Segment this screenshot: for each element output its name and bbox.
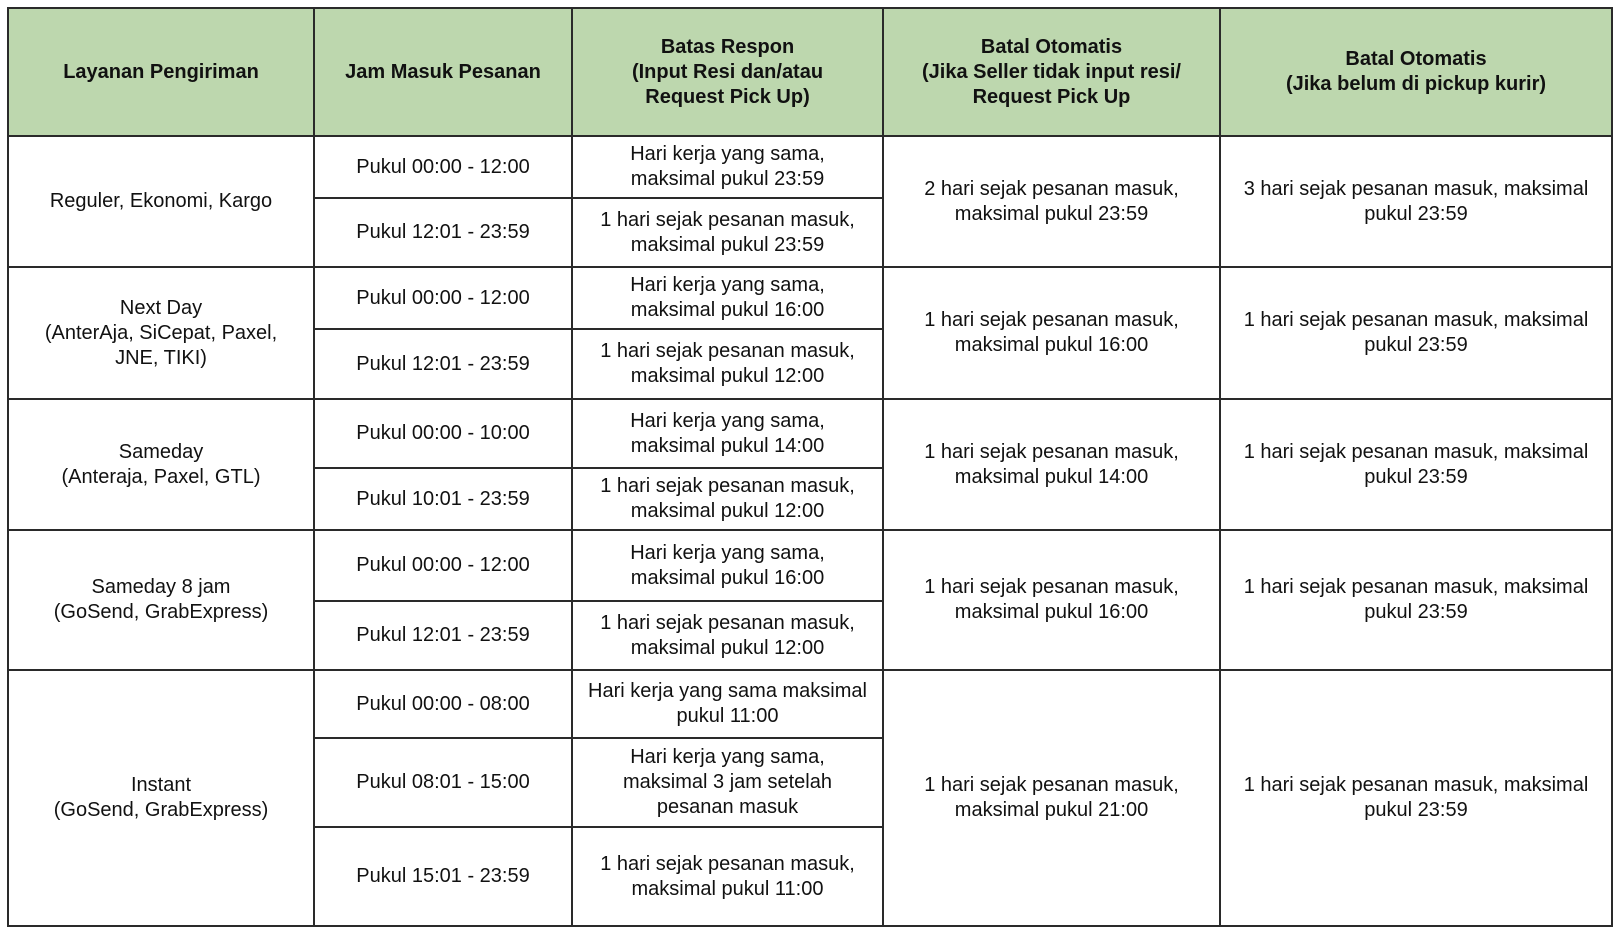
order-time-cell: Pukul 00:00 - 12:00	[314, 530, 572, 601]
order-time-cell: Pukul 12:01 - 23:59	[314, 329, 572, 399]
text-line: Sameday 8 jam	[91, 576, 231, 598]
service-cell	[8, 670, 314, 926]
text-line: maksimal pukul 16:00	[954, 334, 1149, 356]
auto-cancel-no-resi-cell	[883, 530, 1220, 670]
response-limit-cell	[572, 601, 883, 670]
auto-cancel-no-pickup-cell	[1220, 399, 1612, 530]
text-line: Request Pick Up	[972, 85, 1131, 108]
response-limit-cell	[572, 399, 883, 468]
text-line: maksimal pukul 16:00	[630, 299, 825, 321]
header-auto-cancel-no-pickup	[1220, 8, 1612, 136]
response-limit-cell	[572, 530, 883, 601]
text-line: (Jika Seller tidak input resi/	[922, 60, 1181, 83]
header-auto-cancel-no-resi	[883, 8, 1220, 136]
order-time-cell: Pukul 00:00 - 12:00	[314, 136, 572, 198]
text-line: maksimal 3 jam setelah	[623, 771, 832, 793]
auto-cancel-no-resi-cell	[883, 399, 1220, 530]
text-line: 1 hari sejak pesanan masuk, maksimal	[1243, 309, 1589, 331]
order-time-cell: Pukul 00:00 - 10:00	[314, 399, 572, 468]
response-limit-cell	[572, 329, 883, 399]
text-line: maksimal pukul 12:00	[630, 636, 825, 659]
text-line: Instant	[130, 774, 192, 796]
text-line: maksimal pukul 23:59	[630, 233, 825, 256]
text-line: maksimal pukul 21:00	[954, 799, 1149, 821]
header-service: Layanan Pengiriman	[8, 8, 314, 136]
text-line: (GoSend, GrabExpress)	[53, 601, 269, 623]
text-line: pukul 23:59	[1364, 334, 1468, 356]
text-line: Hari kerja yang sama,	[630, 274, 825, 296]
order-time-cell: Pukul 12:01 - 23:59	[314, 198, 572, 267]
text-line: 2 hari sejak pesanan masuk,	[924, 177, 1179, 200]
response-limit-cell	[572, 827, 883, 926]
auto-cancel-no-pickup-cell	[1220, 267, 1612, 399]
text-line: (Anteraja, Paxel, GTL)	[61, 465, 261, 488]
text-line: Hari kerja yang sama,	[630, 541, 825, 564]
text-line: (GoSend, GrabExpress)	[53, 799, 269, 821]
text-line: Hari kerja yang sama maksimal	[588, 680, 867, 702]
text-line: 1 hari sejak pesanan masuk,	[924, 309, 1179, 331]
text-line: 1 hari sejak pesanan masuk,	[924, 440, 1179, 463]
service-cell	[8, 267, 314, 399]
order-time-cell: Pukul 00:00 - 08:00	[314, 670, 572, 738]
table-row	[8, 670, 1612, 738]
text-line: 3 hari sejak pesanan masuk, maksimal	[1243, 177, 1589, 200]
text-line: Reguler, Ekonomi, Kargo	[49, 190, 273, 212]
text-line: 1 hari sejak pesanan masuk,	[600, 852, 855, 875]
text-line: Hari kerja yang sama,	[630, 746, 825, 768]
response-limit-cell	[572, 136, 883, 198]
text-line: Batas Respon	[660, 35, 795, 58]
header-order-time: Jam Masuk Pesanan	[314, 8, 572, 136]
service-cell	[8, 399, 314, 530]
text-line: 1 hari sejak pesanan masuk,	[600, 340, 855, 362]
text-line: pukul 23:59	[1364, 202, 1468, 225]
auto-cancel-no-resi-cell	[883, 670, 1220, 926]
response-limit-cell	[572, 198, 883, 267]
text-line: Batal Otomatis	[1345, 48, 1487, 70]
text-line: Batal Otomatis	[980, 35, 1123, 58]
auto-cancel-no-pickup-cell	[1220, 136, 1612, 267]
text-line: Hari kerja yang sama,	[630, 143, 825, 165]
order-time-cell: Pukul 08:01 - 15:00	[314, 738, 572, 827]
text-line: Hari kerja yang sama,	[630, 409, 825, 432]
service-cell	[8, 530, 314, 670]
auto-cancel-no-pickup-cell	[1220, 670, 1612, 926]
text-line: 1 hari sejak pesanan masuk,	[600, 611, 855, 634]
table-row	[8, 136, 1612, 198]
text-line: pukul 11:00	[676, 705, 779, 727]
response-limit-cell	[572, 267, 883, 329]
order-time-cell: Pukul 15:01 - 23:59	[314, 827, 572, 926]
order-time-cell: Pukul 10:01 - 23:59	[314, 468, 572, 530]
response-limit-cell	[572, 670, 883, 738]
table-row	[8, 530, 1612, 601]
text-line: pukul 23:59	[1364, 601, 1468, 623]
text-line: maksimal pukul 23:59	[630, 168, 825, 190]
text-line: 1 hari sejak pesanan masuk,	[924, 774, 1179, 796]
order-time-cell: Pukul 12:01 - 23:59	[314, 601, 572, 670]
auto-cancel-no-resi-cell	[883, 136, 1220, 267]
text-line: maksimal pukul 23:59	[954, 202, 1149, 225]
text-line: maksimal pukul 16:00	[630, 566, 825, 589]
text-line: Next Day	[119, 296, 203, 319]
auto-cancel-no-resi-cell	[883, 267, 1220, 399]
text-line: maksimal pukul 11:00	[631, 877, 824, 900]
table-row	[8, 399, 1612, 468]
response-limit-cell	[572, 468, 883, 530]
response-limit-cell	[572, 738, 883, 827]
text-line: pesanan masuk	[656, 796, 799, 818]
auto-cancel-no-pickup-cell	[1220, 530, 1612, 670]
order-time-cell: Pukul 00:00 - 12:00	[314, 267, 572, 329]
text-line: 1 hari sejak pesanan masuk, maksimal	[1243, 576, 1589, 598]
text-line: (AnterAja, SiCepat, Paxel,	[44, 321, 278, 344]
text-line: 1 hari sejak pesanan masuk, maksimal	[1243, 774, 1589, 796]
text-line: 1 hari sejak pesanan masuk,	[600, 208, 855, 231]
header-row	[8, 8, 1612, 136]
header-response-limit	[572, 8, 883, 136]
service-cell	[8, 136, 314, 267]
text-line: maksimal pukul 12:00	[630, 365, 825, 387]
text-line: pukul 23:59	[1364, 465, 1468, 488]
text-line: 1 hari sejak pesanan masuk,	[600, 475, 855, 497]
text-line: maksimal pukul 14:00	[630, 434, 825, 457]
text-line: 1 hari sejak pesanan masuk, maksimal	[1243, 440, 1589, 463]
text-line: Request Pick Up)	[645, 85, 810, 108]
text-line: pukul 23:59	[1364, 799, 1468, 821]
table-row	[8, 267, 1612, 329]
text-line: JNE, TIKI)	[115, 346, 207, 369]
text-line: (Input Resi dan/atau	[631, 60, 824, 83]
shipping-sla-table	[7, 7, 1613, 927]
text-line: maksimal pukul 16:00	[954, 601, 1149, 623]
text-line: maksimal pukul 14:00	[954, 465, 1149, 488]
text-line: 1 hari sejak pesanan masuk,	[924, 576, 1179, 598]
text-line: maksimal pukul 12:00	[630, 500, 825, 522]
text-line: Sameday	[118, 440, 204, 463]
text-line: (Jika belum di pickup kurir)	[1285, 73, 1547, 95]
